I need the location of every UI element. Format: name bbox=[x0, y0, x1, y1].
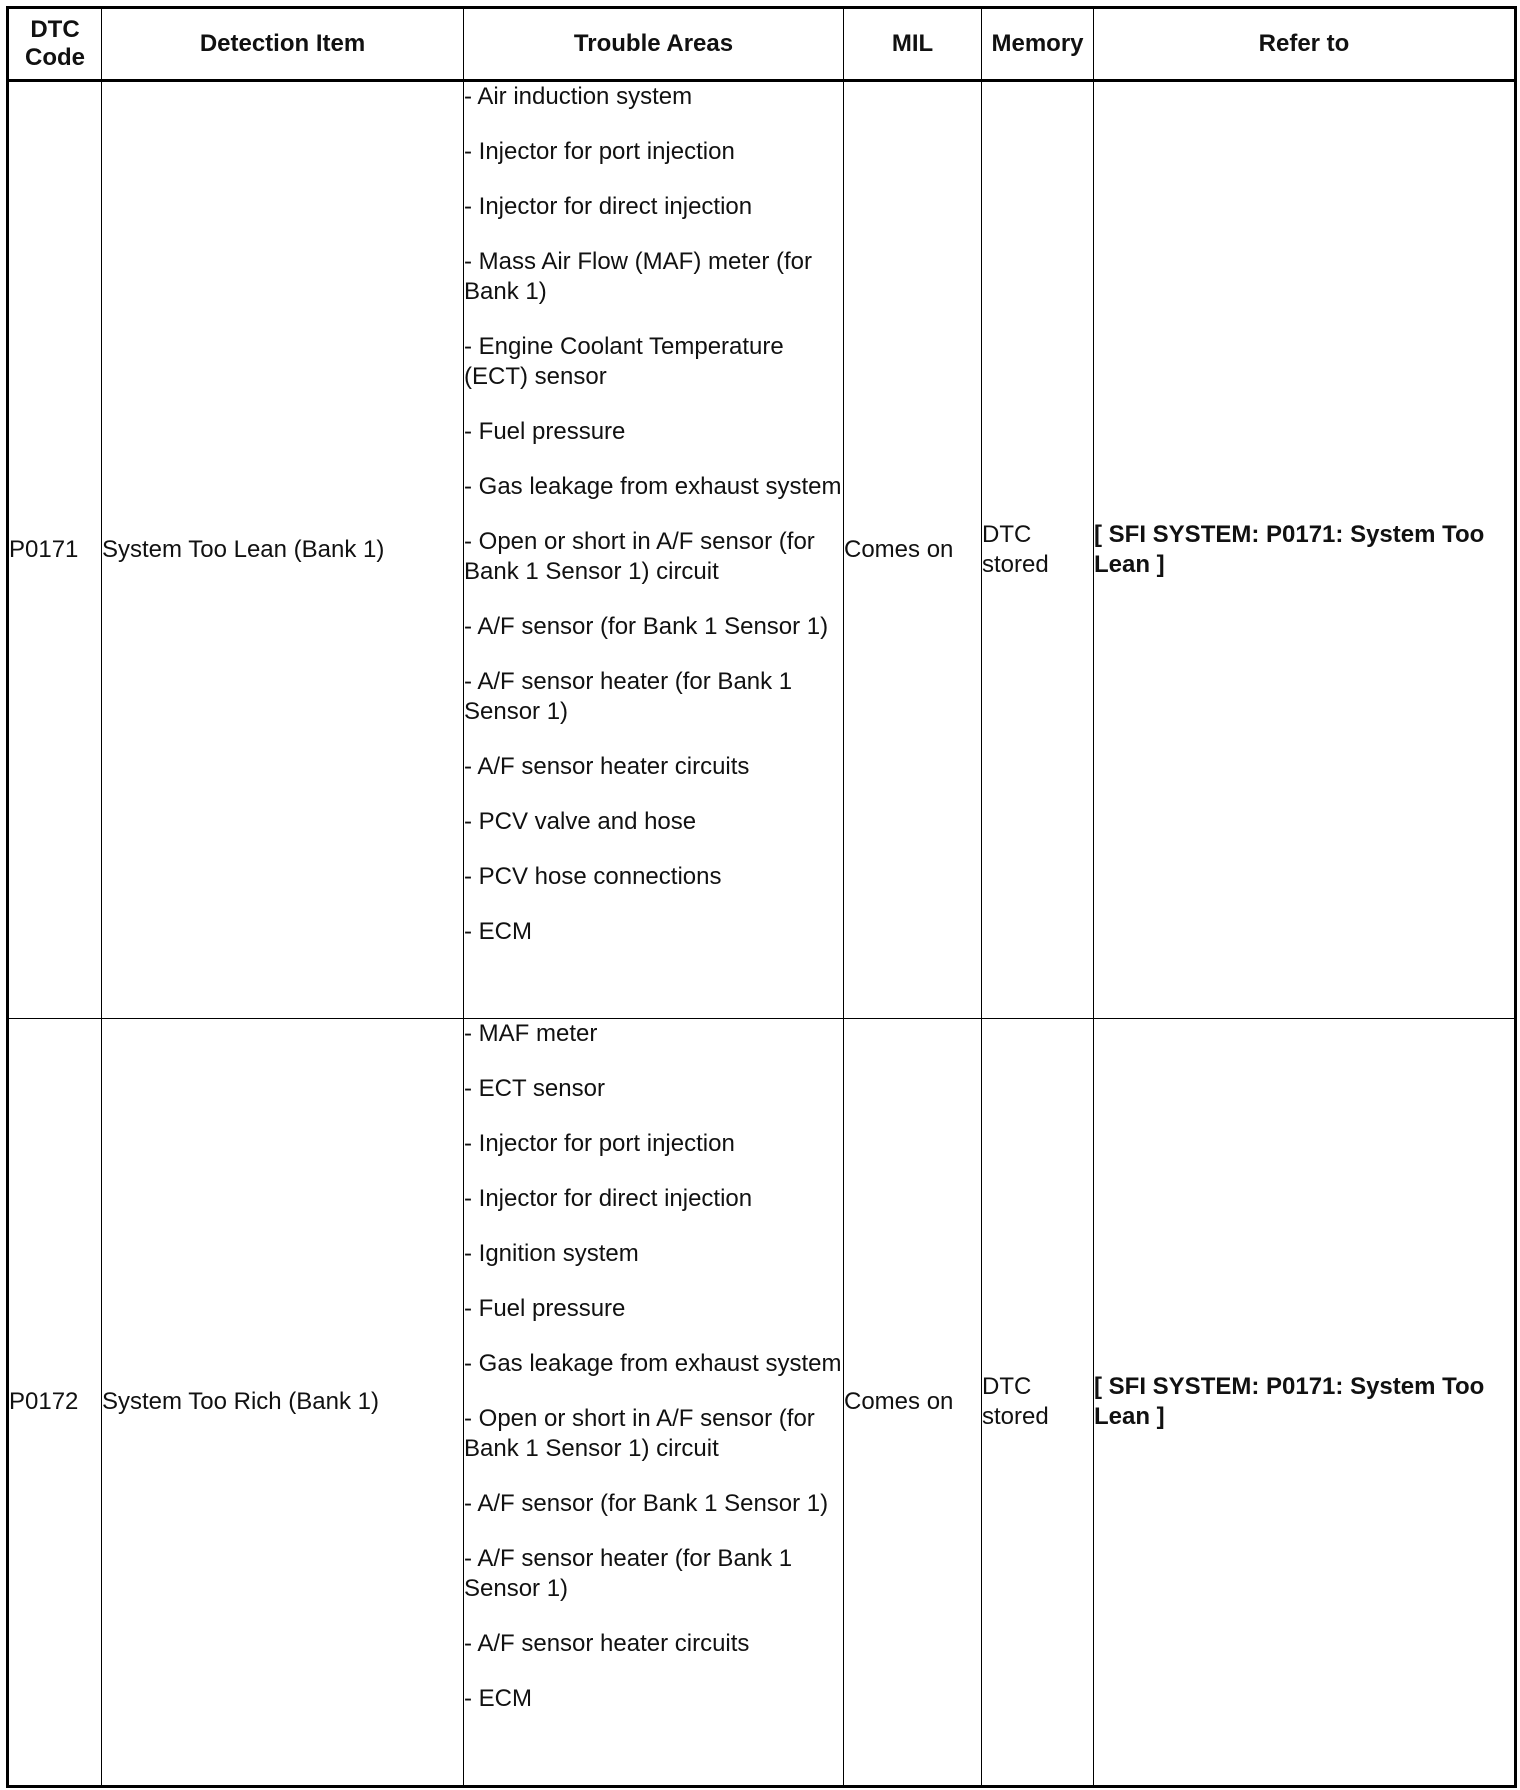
trouble-area-item: - Mass Air Flow (MAF) meter (for Bank 1) bbox=[464, 248, 813, 305]
trouble-area-item: - Injector for direct injection bbox=[464, 1185, 753, 1212]
header-memory: Memory bbox=[982, 8, 1094, 81]
trouble-areas-cell bbox=[464, 1019, 844, 1787]
header-detection-item: Detection Item bbox=[102, 8, 464, 81]
mil-cell: Comes on bbox=[844, 1019, 982, 1787]
trouble-areas-cell bbox=[464, 81, 844, 1019]
trouble-area-item: - A/F sensor heater (for Bank 1 Sensor 1) bbox=[464, 1545, 793, 1602]
trouble-area-item: - ECM bbox=[464, 918, 532, 945]
trouble-area-item: - Fuel pressure bbox=[464, 418, 626, 445]
trouble-area-item: - Injector for port injection bbox=[464, 1130, 735, 1157]
trouble-area-item: - A/F sensor (for Bank 1 Sensor 1) bbox=[464, 1490, 829, 1517]
dtc-table bbox=[6, 6, 1517, 1788]
header-dtc-code bbox=[8, 8, 102, 81]
memory-cell-text: DTC stored bbox=[982, 1373, 1049, 1430]
dtc-code-cell: P0171 bbox=[8, 81, 102, 1019]
table-row bbox=[8, 1019, 1516, 1787]
dtc-code-cell: P0172 bbox=[8, 1019, 102, 1787]
trouble-area-item: - A/F sensor heater circuits bbox=[464, 1630, 750, 1657]
refer-to-link[interactable]: [ SFI SYSTEM: P0171: System Too Lean ] bbox=[1094, 1019, 1516, 1787]
header-trouble-areas: Trouble Areas bbox=[464, 8, 844, 81]
trouble-area-item: - ECT sensor bbox=[464, 1075, 605, 1102]
memory-cell bbox=[982, 81, 1094, 1019]
memory-cell-text: DTC stored bbox=[982, 521, 1049, 578]
trouble-area-item: - MAF meter bbox=[464, 1020, 598, 1047]
mil-cell: Comes on bbox=[844, 81, 982, 1019]
trouble-area-item: - Gas leakage from exhaust system bbox=[464, 473, 842, 500]
trouble-area-item: - PCV hose connections bbox=[464, 863, 722, 890]
trouble-area-item: - Fuel pressure bbox=[464, 1295, 626, 1322]
header-dtc-code-label: DTC Code bbox=[25, 16, 85, 71]
detection-item-cell: System Too Lean (Bank 1) bbox=[102, 81, 464, 1019]
memory-cell bbox=[982, 1019, 1094, 1787]
header-refer-to: Refer to bbox=[1094, 8, 1516, 81]
detection-item-cell: System Too Rich (Bank 1) bbox=[102, 1019, 464, 1787]
trouble-area-item: - ECM bbox=[464, 1685, 532, 1712]
trouble-area-item: - Gas leakage from exhaust system bbox=[464, 1350, 842, 1377]
trouble-area-item: - Engine Coolant Temperature (ECT) sensor bbox=[464, 333, 784, 390]
table-header-row bbox=[8, 8, 1516, 81]
trouble-area-item: - Open or short in A/F sensor (for Bank 1 Sensor 1) circuit bbox=[464, 528, 815, 585]
trouble-area-item: - A/F sensor heater circuits bbox=[464, 753, 750, 780]
trouble-area-item: - Open or short in A/F sensor (for Bank 1 Sensor 1) circuit bbox=[464, 1405, 815, 1462]
table-row bbox=[8, 81, 1516, 1019]
trouble-area-item: - Ignition system bbox=[464, 1240, 639, 1267]
trouble-area-item: - Injector for direct injection bbox=[464, 193, 753, 220]
header-mil: MIL bbox=[844, 8, 982, 81]
trouble-area-item: - PCV valve and hose bbox=[464, 808, 697, 835]
trouble-area-item: - Injector for port injection bbox=[464, 138, 735, 165]
trouble-area-item: - A/F sensor (for Bank 1 Sensor 1) bbox=[464, 613, 829, 640]
trouble-area-item: - Air induction system bbox=[464, 83, 693, 110]
trouble-area-item: - A/F sensor heater (for Bank 1 Sensor 1) bbox=[464, 668, 793, 725]
refer-to-link[interactable]: [ SFI SYSTEM: P0171: System Too Lean ] bbox=[1094, 81, 1516, 1019]
